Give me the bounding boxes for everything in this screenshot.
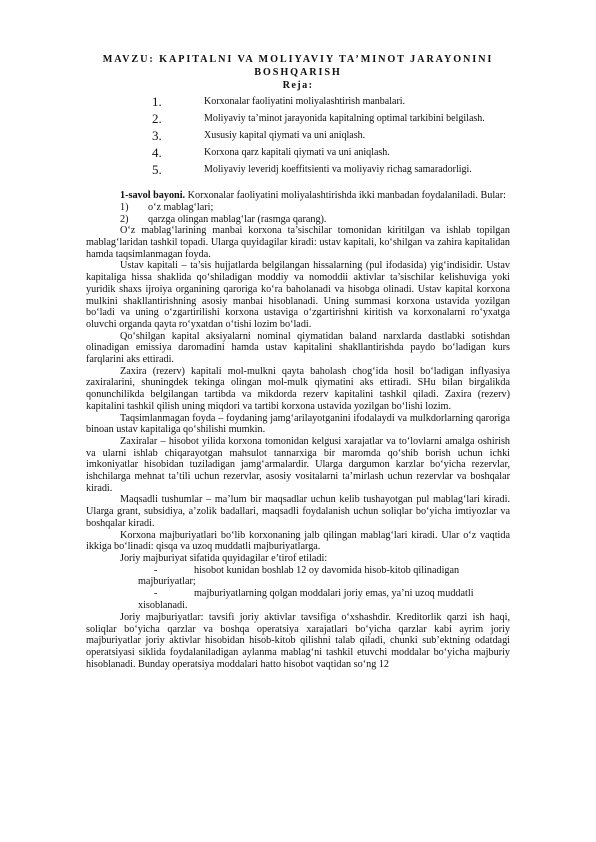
paragraph: O‘z mablag‘larining manbai korxona ta’sischilar tomonidan kiritilgan va ishlab topilgan mablag‘laridan tashkil topadi. Ularga quyidagilar kiradi: ustav kapitali, ko‘shilgan va zahira kapitalidan hamda taqsimlanmagan foyda. xyxy=(86,225,510,260)
paragraph: Zaxira (rezerv) kapitali mol-mulkni qayta baholash chog‘ida hosil bo‘ladigan inflyasiya zaxiralarini, shuningdek tekinga olingan mol-mulk qiymatini aks ettiradi. SHu bilan birgalikda qonunchilikda belgilangan tartibda va mikdorda rezerv kapitalini tashkil qiladi. Zaxira (rezerv) kapitalini tashkil qilish uning miqdori va tartibi korxona ustavida yozilgan bo‘lishi lozim. xyxy=(86,365,510,412)
paragraph: Ustav kapitali – ta’sis hujjatlarda belgilangan hissalarning (pul ifodasida) yig‘indisidir. Ustav kapitaliga hissa shaklida qo‘shiladigan moddiy va nomoddii aktivlar ta’sischilar kelishuviga yoki yuridik shaxs ijroiya organining qaroriga ko‘ra baholanadi va hisobga olinadi. Ustav kapital korxona mulkini shakllantirishning asosiy manbai hisoblanadi. Uning summasi korxona ustavida yozilgan bo‘ladi va uning o‘zgartirilishi korxona ustaviga o‘zgartirishni kiritish va korxonalarni ro‘yxatga oluvchi organda qayta ro‘yxatdan o‘tishi lozim bo‘ladi. xyxy=(86,260,510,330)
sources-list xyxy=(86,202,510,226)
dash-item-continuation: xisoblanadi. xyxy=(138,600,188,612)
list-item: 1) o‘z mablag‘lari; xyxy=(120,201,214,213)
plan-item: 4. Korxona qarz kapitali qiymati va uni aniqlash. xyxy=(152,145,390,160)
document-page xyxy=(86,54,510,670)
question-1-label: 1-savol bayoni. xyxy=(120,190,186,201)
paragraph: Maqsadli tushumlar – ma’lum bir maqsadlar uchun kelib tushayotgan pul mablag‘lari kiradi. Ularga grant, subsidiya, a’zolik badallari, maqsadli foydalanish uchun soliqlar bo‘yicha imtiyozlar va boshqalar kiradi. xyxy=(86,494,510,529)
question-1-intro: 1-savol bayoni. Korxonalar faoliyatini moliyalashtirishda ikki manbadan foydalaniladi. Bular: xyxy=(120,190,506,201)
plan-item: 1. Korxonalar faoliyatini moliyalashtirish manbalari. xyxy=(152,94,406,109)
list-item: 2) qarzga olingan mablag‘lar (rasmga qarang). xyxy=(120,213,327,225)
document-title: MAVZU: KAPITALNI VA MOLIYAVIY TA’MINOT JARAYONINI BOSHQARISH xyxy=(102,54,494,78)
paragraph: Joriy majburiyat sifatida quyidagilar e’tirof etiladi: xyxy=(120,552,328,564)
plan-item: 2. Moliyaviy ta’minot jarayonida kapitalning optimal tarkibini belgilash. xyxy=(152,111,485,126)
paragraph: Joriy majburiyatlar: tavsifi joriy aktivlar tavsifiga o‘xshashdir. Kreditorlik qarzi ish haqi, soliqlar bo‘yicha qarzlar va boshqa operatsiya xarajatlari bo‘yicha qarzlar kabi ayrim joriy majburiyatlar joriy aktivlar hisobidan hisob-kitob qilishni talab qiladi, chunki sub’ektning odatdagi operatsiyasi siklida foydalaniladigan aylanma mablag‘ni tashkil etuvchi moddalar bo‘yicha majburiy hisoblanadi. Bunday operatsiya moddalari hatto hisobot vaqtidan so‘ng 12 xyxy=(86,611,510,670)
paragraph: Qo‘shilgan kapital aksiyalarni nominal qiymatidan baland narxlarda dastlabki sotishdan olinadigan emissiya daromadini hamda ustav kapitalini shakllantirishda paydo bo‘ladigan kurs farqlarini aks ettiradi. xyxy=(86,330,510,366)
paragraph: Zaxiralar – hisobot yilida korxona tomonidan kelgusi xarajatlar va to‘lovlarni amalga oshirish va ularni ishlab chiqarayotgan mahsulot tannarxiga bir maromda qo‘shib borish uchun ichki imkoniyatlar hisobidan tuziladigan jamg‘armalardir. Ularga dargumon karzlar bo‘yicha rezervlar, ishchilarga mehnat ta’tili uchun rezervlar, asosiy vositalarni ta’mirlash uchun rezervlar va boshqalar kiradi. xyxy=(86,435,510,494)
plan-list xyxy=(86,93,510,178)
plan-heading: Reja: xyxy=(282,80,314,91)
plan-item: 5. Moliyaviy leveridj koeffitsienti va moliyaviy richag samaradorligi. xyxy=(152,162,472,177)
paragraph: Korxona majburiyatlari bo‘lib korxonaning jalb qilingan mablag‘lari kiradi. Ular o‘z vaqtida ikkiga bo‘linadi: qisqa va uzoq muddatli majburiyatlarga. xyxy=(86,529,510,553)
paragraph: Taqsimlanmagan foyda – foydaning jamg‘arilayotganini ifodalaydi va mulkdorlarning qaroriga binoan ustav kapitaliga qo‘shilishi mumkin. xyxy=(86,412,510,436)
dash-item-continuation: majburiyatlar; xyxy=(138,576,196,588)
dash-item: - majburiyatlarning qolgan moddalari joriy emas, ya’ni uzoq muddatli xyxy=(154,588,474,600)
dash-item: - hisobot kunidan boshlab 12 oy davomida hisob-kitob qilinadigan xyxy=(154,564,460,576)
plan-item: 3. Xususiy kapital qiymati va uni aniqlash. xyxy=(152,128,366,143)
